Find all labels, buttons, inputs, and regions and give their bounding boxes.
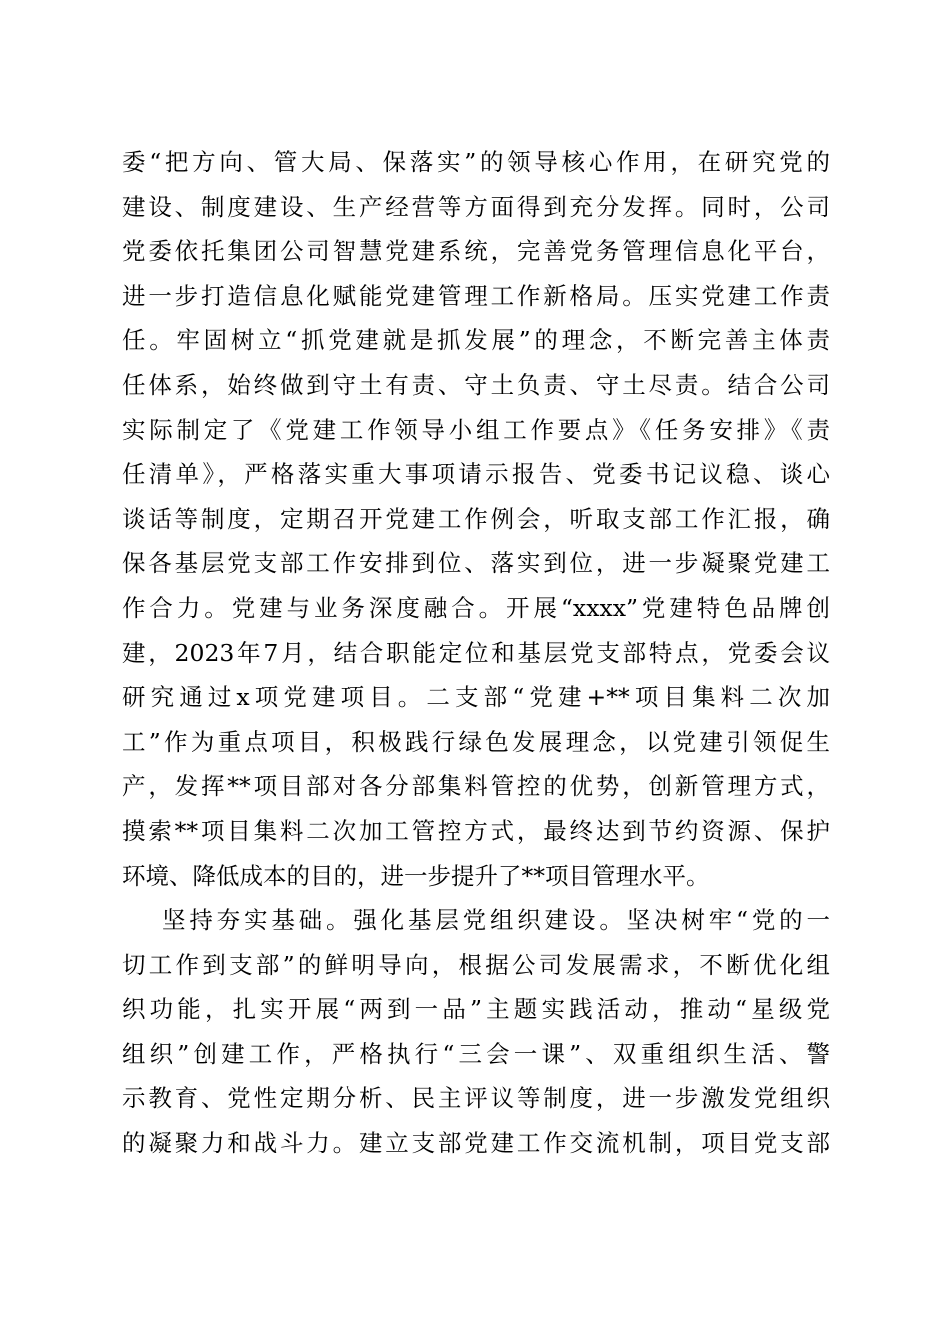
text-line: 委“把方向、管大局、保落实”的领导核心作用，在研究党的	[122, 148, 830, 176]
text-line: 任清单》，严格落实重大事项请示报告、党委书记议稳、谈心	[122, 460, 830, 489]
text-line: 保各基层党支部工作安排到位、落实到位，进一步凝聚党建工	[122, 549, 830, 578]
text-line: 进一步打造信息化赋能党建管理工作新格局。压实党建工作责	[122, 281, 830, 310]
text-line: 织功能，扎实开展“两到一品”主题实践活动，推动“星级党	[122, 995, 830, 1024]
text-line: 产，发挥**项目部对各分部集料管控的优势，创新管理方式，	[122, 772, 830, 801]
text-line: 的凝聚力和战斗力。建立支部党建工作交流机制，项目党支部	[122, 1129, 830, 1158]
text-line: 示教育、党性定期分析、民主评议等制度，进一步激发党组织	[122, 1084, 830, 1113]
text-line: 建设、制度建设、生产经营等方面得到充分发挥。同时，公司	[122, 192, 830, 221]
text-line: 研究通过x项党建项目。二支部“党建+**项目集料二次加	[122, 683, 830, 712]
text-line: 实际制定了《党建工作领导小组工作要点》《任务安排》《责	[122, 415, 830, 444]
text-line: 摸索**项目集料二次加工管控方式，最终达到节约资源、保护	[122, 816, 830, 845]
text-line: 谈话等制度，定期召开党建工作例会，听取支部工作汇报，确	[122, 504, 830, 533]
body-text	[122, 140, 830, 1166]
text-line: 任体系，始终做到守土有责、守土负责、守土尽责。结合公司	[122, 370, 830, 399]
text-line: 党委依托集团公司智慧党建系统，完善党务管理信息化平台，	[122, 237, 830, 266]
text-line: 坚持夯实基础。强化基层党组织建设。坚决树牢“党的一	[162, 906, 830, 935]
text-line: 建，2023年7月，结合职能定位和基层党支部特点，党委会议	[122, 638, 830, 667]
paragraph-1	[122, 140, 830, 898]
text-line: 任。牢固树立“抓党建就是抓发展”的理念，不断完善主体责	[122, 326, 830, 355]
text-line: 作合力。党建与业务深度融合。开展“xxxx”党建特色品牌创	[122, 593, 830, 622]
paragraph-2	[122, 898, 830, 1166]
text-line: 环境、降低成本的目的，进一步提升了**项目管理水平。	[122, 861, 710, 890]
text-line: 切工作到支部”的鲜明导向，根据公司发展需求，不断优化组	[122, 950, 830, 979]
text-line: 组织”创建工作，严格执行“三会一课”、双重组织生活、警	[122, 1039, 830, 1068]
text-line: 工”作为重点项目，积极践行绿色发展理念，以党建引领促生	[122, 727, 830, 756]
